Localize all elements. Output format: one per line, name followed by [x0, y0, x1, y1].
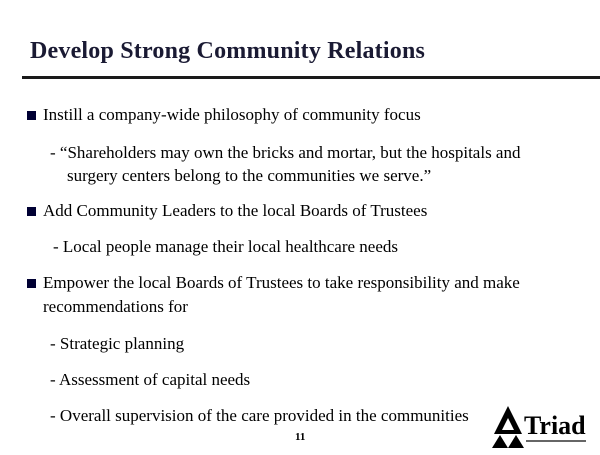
page-number: 11: [295, 431, 306, 443]
bullet-1-sub-2: surgery centers belong to the communities we serve.”: [67, 166, 432, 185]
triad-logo: [490, 404, 600, 450]
bullet-square-icon: [27, 279, 36, 288]
slide-title: Develop Strong Community Relations: [30, 38, 426, 64]
bullet-1-text: Instill a company-wide philosophy of community focus: [43, 105, 421, 124]
title-divider: [22, 76, 600, 79]
bullet-3-sub-2: - Assessment of capital needs: [50, 370, 251, 389]
bullet-1-sub-1: - “Shareholders may own the bricks and mortar, but the hospitals and: [50, 143, 521, 162]
bullet-square-icon: [27, 111, 36, 120]
logo-wordmark: Triad: [524, 411, 586, 440]
triad-triangle-logo-icon: [490, 404, 600, 450]
bullet-3-sub-1: - Strategic planning: [50, 334, 185, 353]
bullet-square-icon: [27, 207, 36, 216]
bullet-3-text: Empower the local Boards of Trustees to take responsibility and make: [43, 273, 520, 292]
bullet-2-sub-1: - Local people manage their local healthcare needs: [53, 237, 399, 256]
bullet-3-sub-3: - Overall supervision of the care provided in the communities: [50, 406, 469, 425]
bullet-2-text: Add Community Leaders to the local Boards of Trustees: [43, 201, 428, 220]
bullet-3-text-cont: recommendations for: [43, 297, 188, 316]
